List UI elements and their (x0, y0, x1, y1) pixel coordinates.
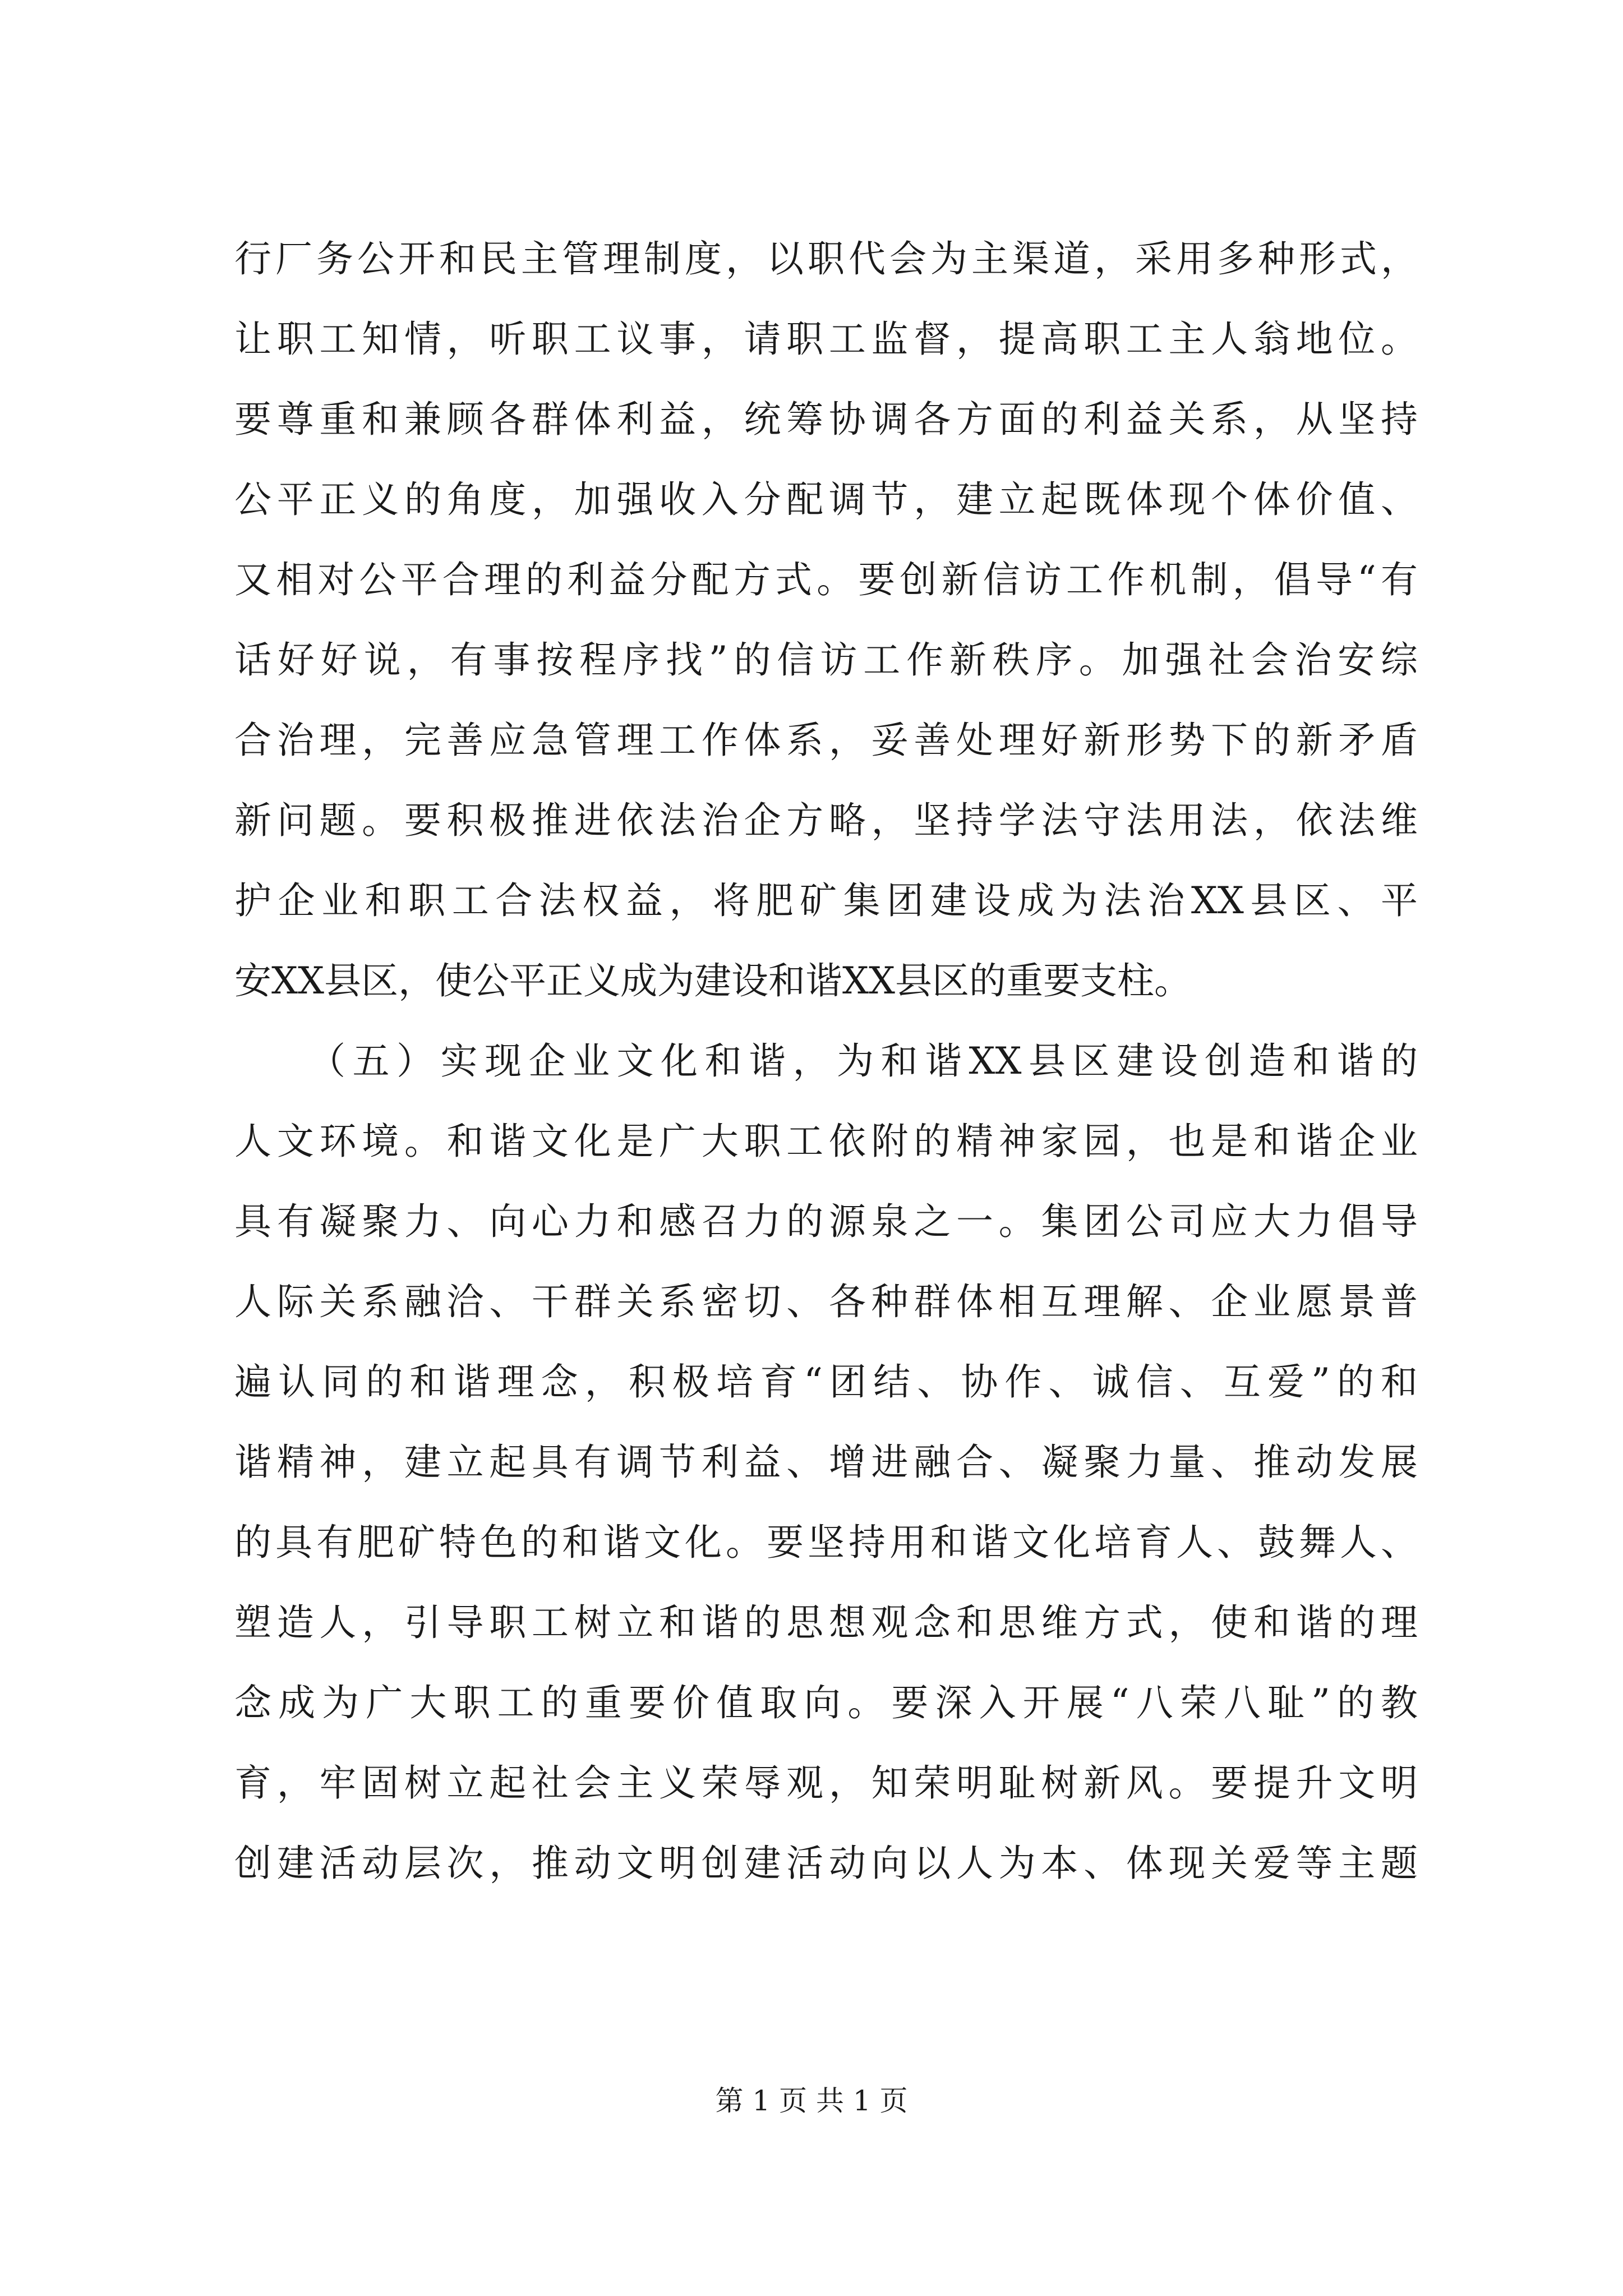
paragraph-2 (234, 1021, 1418, 1903)
text-line: 安XX县区，使公平正义成为建设和谐XX县区的重要支柱。 (234, 959, 1191, 1002)
text-line: 又相对公平合理的利益分配方式。要创新信访工作机制，倡导“有 (234, 558, 1418, 601)
text-line: 话好好说，有事按程序找”的信访工作新秩序。加强社会治安综 (234, 638, 1418, 682)
text-line: 新问题。要积极推进依法治企方略，坚持学法守法用法，依法维 (234, 799, 1418, 842)
document-body (234, 219, 1418, 1903)
text-line: 合治理，完善应急管理工作体系，妥善处理好新形势下的新矛盾 (234, 719, 1418, 762)
text-line: 创建活动层次，推动文明创建活动向以人为本、体现关爱等主题 (234, 1842, 1418, 1885)
text-line: 公平正义的角度，加强收入分配调节，建立起既体现个体价值、 (234, 478, 1418, 521)
text-line: 谐精神，建立起具有调节利益、增进融合、凝聚力量、推动发展 (234, 1441, 1418, 1484)
section-heading-line: （五）实现企业文化和谐，为和谐XX县区建设创造和谐的 (308, 1039, 1418, 1083)
paragraph-1 (234, 219, 1418, 1021)
text-line: 护企业和职工合法权益，将肥矿集团建设成为法治XX县区、平 (234, 879, 1418, 922)
text-line: 具有凝聚力、向心力和感召力的源泉之一。集团公司应大力倡导 (234, 1200, 1418, 1243)
text-line: 人际关系融洽、干群关系密切、各种群体相互理解、企业愿景普 (234, 1280, 1418, 1323)
text-line: 让职工知情，听职工议事，请职工监督，提高职工主人翁地位。 (234, 318, 1418, 361)
text-line: 遍认同的和谐理念，积极培育“团结、协作、诚信、互爱”的和 (234, 1360, 1418, 1404)
text-line: 念成为广大职工的重要价值取向。要深入开展“八荣八耻”的教 (234, 1681, 1418, 1724)
text-line: 人文环境。和谐文化是广大职工依附的精神家园，也是和谐企业 (234, 1120, 1418, 1163)
text-line: 育，牢固树立起社会主义荣辱观，知荣明耻树新风。要提升文明 (234, 1761, 1418, 1805)
page-number-footer: 第 1 页 共 1 页 (715, 2085, 908, 2117)
text-line: 的具有肥矿特色的和谐文化。要坚持用和谐文化培育人、鼓舞人、 (234, 1521, 1418, 1564)
text-line: 塑造人，引导职工树立和谐的思想观念和思维方式，使和谐的理 (234, 1601, 1418, 1644)
text-line: 要尊重和兼顾各群体利益，统筹协调各方面的利益关系，从坚持 (234, 398, 1418, 441)
text-line: 行厂务公开和民主管理制度，以职代会为主渠道，采用多种形式， (234, 237, 1418, 280)
